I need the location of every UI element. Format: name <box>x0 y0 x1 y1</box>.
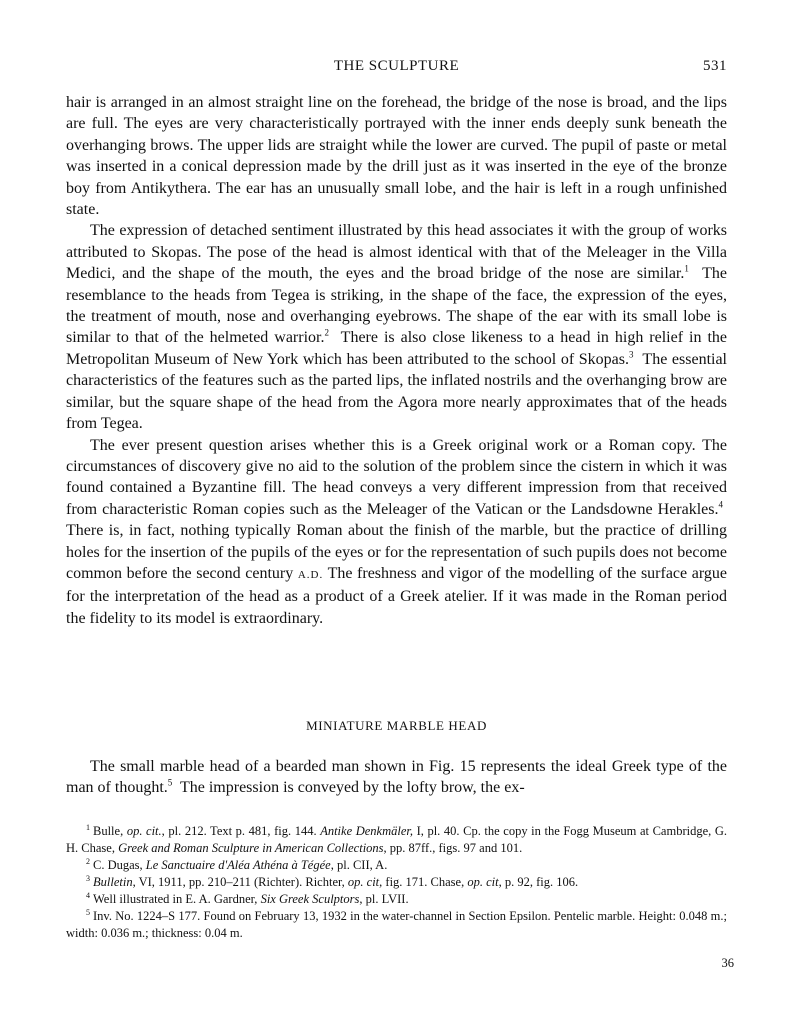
signature-mark: 36 <box>721 956 734 970</box>
footnote-5: $^5$ Inv. No. 1224–S 177. Found on February 13, 1932 in the water-channel in Section Epsilon. Pentelic marble. Height: 0.048 m.; width: 0.036 m.; thickness: 0.04 m. <box>66 907 727 940</box>
footnotes <box>66 823 727 942</box>
main-text <box>66 92 727 629</box>
paragraph-3: The ever present question arises whether this is a Greek original work or a Roman copy. The circumstances of discovery give no aid to the solution of the problem since the cistern in which it was found contained a Byzantine fill. The head conveys a very different impression from that received from characteristic Roman copies such as the Meleager of the Vatican or the Landsdowne Herakles.$^4$ There is, in fact, nothing typically Roman about the finish of the marble, but the practice of drilling holes for the insertion of the pupils of the eyes or for the representation of such pupils does not become common before the second century A.D. The freshness and vigor of the modelling of the surface argue for the interpretation of the head as a product of a Greek atelier. If it was made in the Roman period the fidelity to its model is extraordinary. <box>66 436 727 627</box>
footnote-3: $^3$ Bulletin, VI, 1911, pp. 210–211 (Richter). Richter, op. cit, fig. 171. Chase, op. cit, p. 92, fig. 106. <box>86 873 579 889</box>
footnote-ref-5: 5 <box>167 778 173 789</box>
footnote-ref-2: 2 <box>324 328 329 339</box>
footnote-1: $^1$ Bulle, op. cit., pl. 212. Text p. 481, fig. 144. Antike Denkmäler, I, pl. 40. Cp. the copy in the Fogg Museum at Cambridge, G. H. Chase, Greek and Roman Sculpture in American Collections, pp. 87ff., figs. 97 and 101. <box>66 822 728 855</box>
section-text <box>66 756 727 799</box>
footnote-ref-4: 4 <box>718 499 723 510</box>
footnote-4: $^4$ Well illustrated in E. A. Gardner, Six Greek Sculptors, pl. LVII. <box>86 890 409 906</box>
section-heading: MINIATURE MARBLE HEAD <box>306 718 487 733</box>
running-header <box>66 58 727 78</box>
era-abbreviation: A.D. <box>297 568 324 581</box>
section-paragraph: The small marble head of a bearded man shown in Fig. 15 represents the ideal Greek type of the man of thought.$^5$ The impression is conveyed by the lofty brow, the ex- <box>66 758 727 797</box>
paragraph-1: hair is arranged in an almost straight line on the forehead, the bridge of the nose is broad, and the lips are full. The eyes are very characteristically portrayed with the inner ends deeply sunk beneath the overhanging brows. The upper lids are straight while the lower are curved. The pupil of paste or metal was inserted in a conical depression made by the drill just as it was inserted in the eye of the bronze boy from Antikythera. The ear has an unusually small lobe, and the hair is left in a rough unfinished state. <box>66 94 727 219</box>
footnote-ref-1: 1 <box>684 263 689 274</box>
running-title: THE SCULPTURE <box>333 58 460 74</box>
page-number: 531 <box>703 58 727 74</box>
footnote-2: $^2$ C. Dugas, Le Sanctuaire d'Aléa Athéna à Tégée, pl. CII, A. <box>86 856 388 872</box>
paragraph-2: The expression of detached sentiment illustrated by this head associates it with the group of works attributed to Skopas. The pose of the head is almost identical with that of the Meleager in the Villa Medici, and the shape of the mouth, the eyes and the broad bridge of the nose are similar.$^1$ The resemblance to the heads from Tegea is striking, in the shape of the face, the expression of the eyes, the treatment of mouth, nose and overhanging eyebrows. The shape of the ear with its small lobe is similar to that of the helmeted warrior.$^2$ There is also close likeness to a head in high relief in the Metropolitan Museum of New York which has been attributed to the school of Skopas.$^3$ The essential characteristics of the features such as the parted lips, the inflated nostrils and the overhanging brow are similar, but the square shape of the head from the Agora more nearly approximates that of the heads from Tegea. <box>66 222 728 433</box>
footnote-ref-3: 3 <box>628 349 634 360</box>
